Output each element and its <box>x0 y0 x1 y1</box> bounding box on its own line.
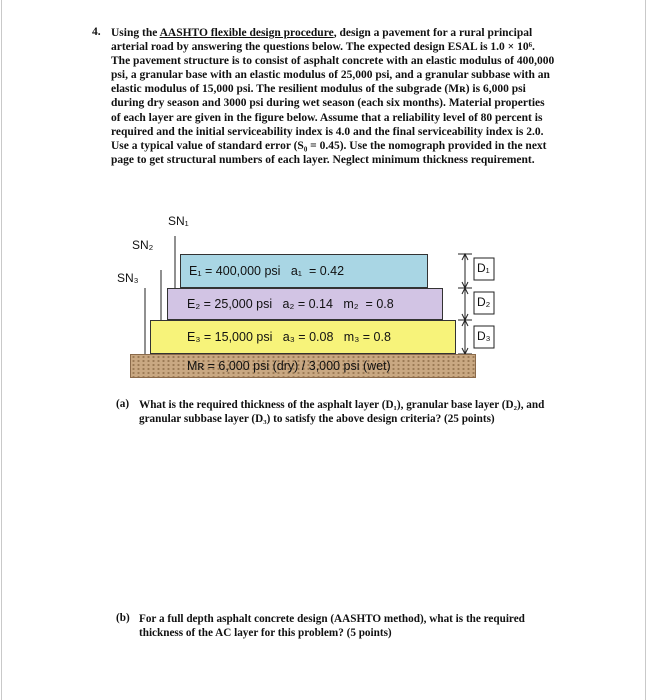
asphalt-layer-label: E₁ = 400,000 psi a₁ = 0.42 <box>189 264 345 278</box>
asphalt-layer <box>180 254 428 288</box>
subgrade-layer-label: Mʀ = 6,000 psi (dry) / 3,000 psi (wet) <box>187 359 391 373</box>
part-b-tag: (b) <box>116 612 130 624</box>
base-layer <box>167 288 443 320</box>
subbase-layer-label: E₃ = 15,000 psi a₃ = 0.08 m₃ = 0.8 <box>187 330 391 344</box>
aashto-procedure-link: AASHTO flexible design procedure <box>159 27 334 39</box>
part-a-text: What is the required thickness of the asphalt layer (D₁), granular base layer (D₂), and granular subbase layer (D₃) to satisfy the above design criteria? (25 points) <box>139 399 545 425</box>
sn3-label: SN₃ <box>117 271 139 285</box>
question-number: 4. <box>92 26 101 38</box>
d1-label: D₁ <box>477 261 490 275</box>
d3-label: D₃ <box>477 329 491 343</box>
subbase-layer <box>150 320 456 354</box>
question-lead: Using the <box>111 27 160 39</box>
sn1-label: SN₁ <box>168 214 189 228</box>
d2-label: D₂ <box>477 295 491 309</box>
part-a-tag: (a) <box>116 398 130 410</box>
part-b-text: For a full depth asphalt concrete design (AASHTO method), what is the required thickness of the AC layer for this problem? (5 points) <box>139 613 525 639</box>
sn2-label: SN₂ <box>132 238 154 252</box>
base-layer-label: E₂ = 25,000 psi a₂ = 0.14 m₂ = 0.8 <box>187 297 394 311</box>
question-body: , design a pavement for a rural principal arterial road by answering the questions below. The expected design ESAL is 1.0 × 10⁶. The pavement structure is to consist of asphalt concrete with an elastic modulus of 400,000 psi, a granular base with an elastic modulus of 25,000 psi, and a granular subbase with an elastic modulus of 15,000 psi. The resilient modulus of the subgrade (Mʀ) is 6,000 psi during dry season and 3000 psi during wet season (each six months). Material properties of each layer are given in the figure below. Assume that a reliability level of 80 percent is required and the initial serviceability index is 4.0 and the final serviceability index is 2.0. Use a typical value of standard error (S₀ = 0.45). Use the nomograph provided in the next page to get structural numbers of each layer. Neglect minimum thickness requirement. <box>111 27 555 166</box>
subgrade-layer <box>130 354 476 378</box>
